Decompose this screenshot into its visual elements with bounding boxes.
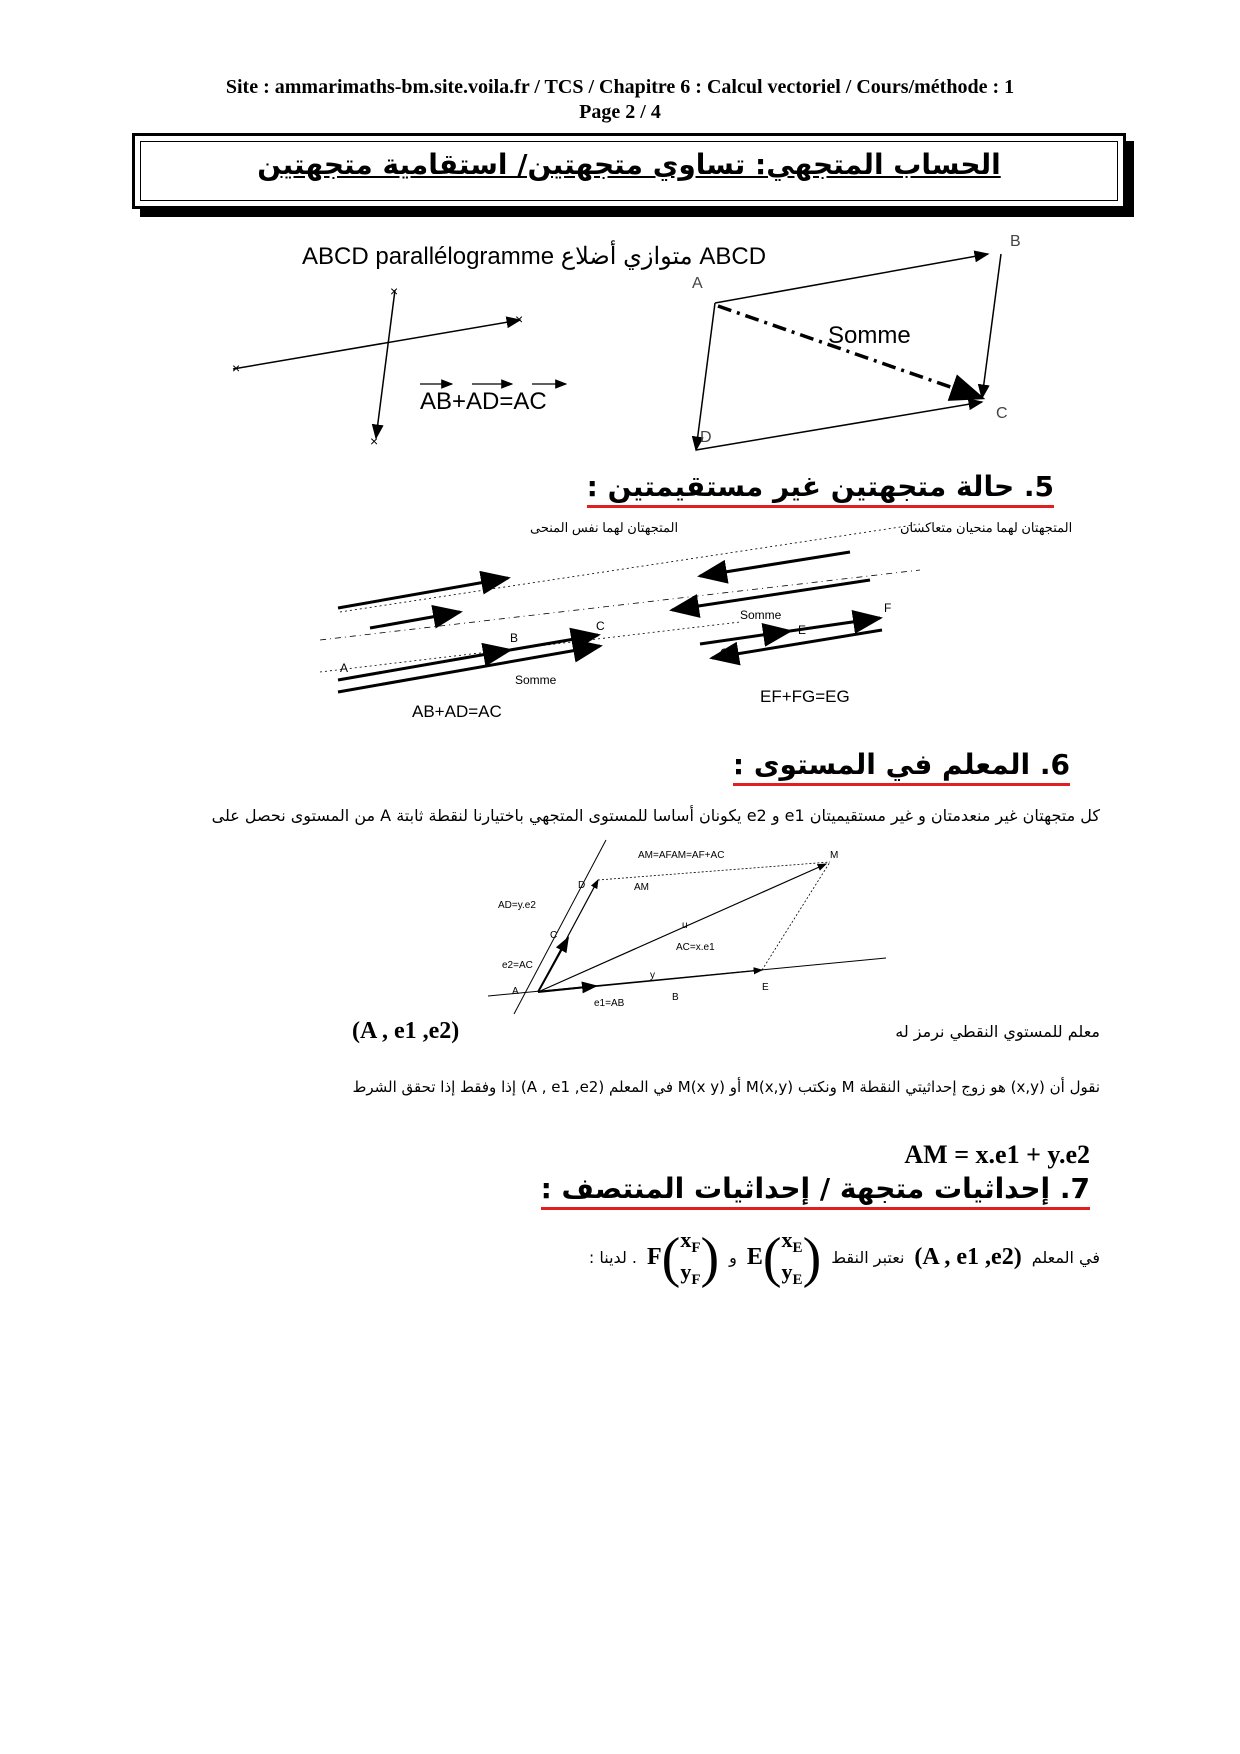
point-f-coords bbox=[647, 1226, 719, 1290]
paren-right: ) bbox=[802, 1226, 822, 1289]
label-c: C bbox=[550, 930, 558, 941]
coord-yf: $y_F$ bbox=[680, 1258, 701, 1288]
left-vector-1 bbox=[338, 578, 508, 608]
repere-figure bbox=[486, 838, 886, 1014]
coords-f-col bbox=[680, 1226, 700, 1290]
cross-mark: × bbox=[232, 360, 241, 376]
right-vector-sum bbox=[712, 630, 882, 658]
point-a-label: A bbox=[340, 661, 349, 675]
point-c-label: C bbox=[996, 405, 1008, 422]
left-vector-2 bbox=[370, 612, 460, 628]
page-title: الحساب المتجهي: تساوي متجهتين/ استقامية متجهتين bbox=[257, 148, 1001, 181]
paren-left: ( bbox=[661, 1226, 681, 1289]
section7-heading: 7. إحداثيات متجهة / إحداثيات المنتصف : bbox=[541, 1172, 1090, 1210]
dotted-em bbox=[762, 862, 830, 970]
opposite-direction-label: المتجهتان لهما منحيان متعاكسان bbox=[900, 520, 1073, 535]
right-vector-1 bbox=[700, 552, 850, 576]
section6-heading: 6. المعلم في المستوى : bbox=[733, 748, 1070, 786]
point-f-label: F bbox=[884, 601, 892, 615]
label-am-eq: AM=AFAM=AF+AC bbox=[638, 850, 725, 861]
same-direction-label: المتجهتان لهما نفس المنحى bbox=[530, 520, 679, 535]
somme-left-label: Somme bbox=[515, 673, 557, 687]
vector-ad bbox=[538, 880, 598, 992]
s7-repere: (A , e1 ,e2) bbox=[914, 1244, 1022, 1271]
fig1-equation: AB+AD=AC bbox=[420, 388, 547, 415]
point-e-name: E bbox=[746, 1244, 763, 1271]
paren-right: ) bbox=[700, 1226, 720, 1289]
label-ac: AC=x.e1 bbox=[676, 942, 715, 953]
paren-left: ( bbox=[762, 1226, 782, 1289]
fig1-somme: Somme bbox=[828, 322, 911, 349]
axis-e2-line bbox=[514, 840, 606, 1014]
formula-am: AM = x.e1 + y.e2 bbox=[904, 1140, 1090, 1169]
point-d-label: D bbox=[700, 429, 712, 446]
diagonal-ac-sum bbox=[718, 306, 982, 398]
fig1-caption: ABCD parallélogramme متوازي أضلاع ABCD bbox=[302, 243, 767, 270]
section6-text1: كل متجهتان غير منعدمتان و غير مستقيميتان e1 و e2 يكونان أساسا للمستوى المتجهي باختيارنا لنقطة ثابتة A من المستوى نحصل على bbox=[211, 806, 1100, 825]
coord-xf: $x_F$ bbox=[680, 1227, 701, 1256]
section6-text3: نقول أن (x,y) هو زوج إحداثيتي النقطة M ونكتب M(x,y) أو M(x y) في المعلم (A , e1 ,e2) إذا وفقط إذا تحقق الشرط bbox=[352, 1078, 1100, 1096]
section7-line bbox=[589, 1226, 1100, 1290]
eq-left: AB+AD=AC bbox=[412, 702, 502, 721]
side-bc bbox=[982, 254, 1001, 398]
point-b-label: B bbox=[510, 631, 519, 645]
label-d: D bbox=[578, 880, 586, 891]
point-e-coords bbox=[747, 1226, 821, 1290]
s7-text-d: . لدينا : bbox=[588, 1248, 637, 1268]
label-b: B bbox=[672, 992, 679, 1003]
collinear-vectors-figure bbox=[320, 512, 1073, 730]
title-box bbox=[132, 133, 1126, 209]
side-dc bbox=[696, 402, 982, 450]
s7-text-c: و bbox=[729, 1248, 737, 1268]
cross-mark: × bbox=[390, 283, 399, 299]
s7-text-a: في المعلم bbox=[1031, 1248, 1100, 1268]
eq-right: EF+FG=EG bbox=[760, 687, 850, 706]
side-ad bbox=[696, 303, 715, 450]
cross-mark: × bbox=[515, 311, 524, 327]
label-e1: e1=AB bbox=[594, 998, 625, 1009]
cross-mark: × bbox=[370, 433, 379, 449]
point-c-label: C bbox=[596, 619, 605, 633]
header-page-number: Page 2 / 4 bbox=[579, 101, 661, 123]
parallelogram-figure bbox=[220, 228, 1040, 468]
label-am: AM bbox=[634, 882, 649, 893]
vector-ab-free bbox=[233, 320, 520, 369]
guide-line bbox=[340, 524, 920, 612]
point-g-label: G bbox=[720, 646, 730, 660]
repere-notation: (A , e1 ,e2) bbox=[352, 1018, 460, 1044]
point-f-name: F bbox=[646, 1244, 662, 1271]
coord-ye: $y_E$ bbox=[781, 1258, 803, 1288]
header-line1: Site : ammarimaths-bm.site.voila.fr / TCS / Chapitre 6 : Calcul vectoriel / Cours/méthode : 1 bbox=[225, 76, 1015, 98]
right-vector-2 bbox=[672, 580, 870, 610]
label-a: A bbox=[512, 986, 519, 997]
label-ad: AD=y.e2 bbox=[498, 900, 536, 911]
label-e: E bbox=[762, 982, 769, 993]
point-b-label: B bbox=[1010, 233, 1021, 250]
label-y: y bbox=[650, 970, 655, 981]
label-m: M bbox=[830, 850, 839, 861]
point-e-label: E bbox=[798, 623, 807, 637]
point-a-label: A bbox=[692, 275, 703, 292]
section5-heading: 5. حالة متجهتين غير مستقيمتين : bbox=[587, 470, 1054, 508]
s7-text-b: نعتبر النقط bbox=[831, 1248, 905, 1268]
left-vector-sum bbox=[338, 646, 600, 692]
section6-text2: معلم للمستوي النقطي نرمز له bbox=[895, 1022, 1100, 1041]
guide-line bbox=[320, 570, 920, 640]
label-u: u bbox=[682, 920, 688, 931]
label-e2: e2=AC bbox=[502, 960, 533, 971]
vector-ad-free bbox=[376, 290, 395, 438]
somme-right-label: Somme bbox=[740, 608, 782, 622]
coord-xe: $x_E$ bbox=[781, 1227, 803, 1256]
coords-e-col bbox=[782, 1226, 803, 1290]
right-vector-ef bbox=[700, 631, 790, 644]
